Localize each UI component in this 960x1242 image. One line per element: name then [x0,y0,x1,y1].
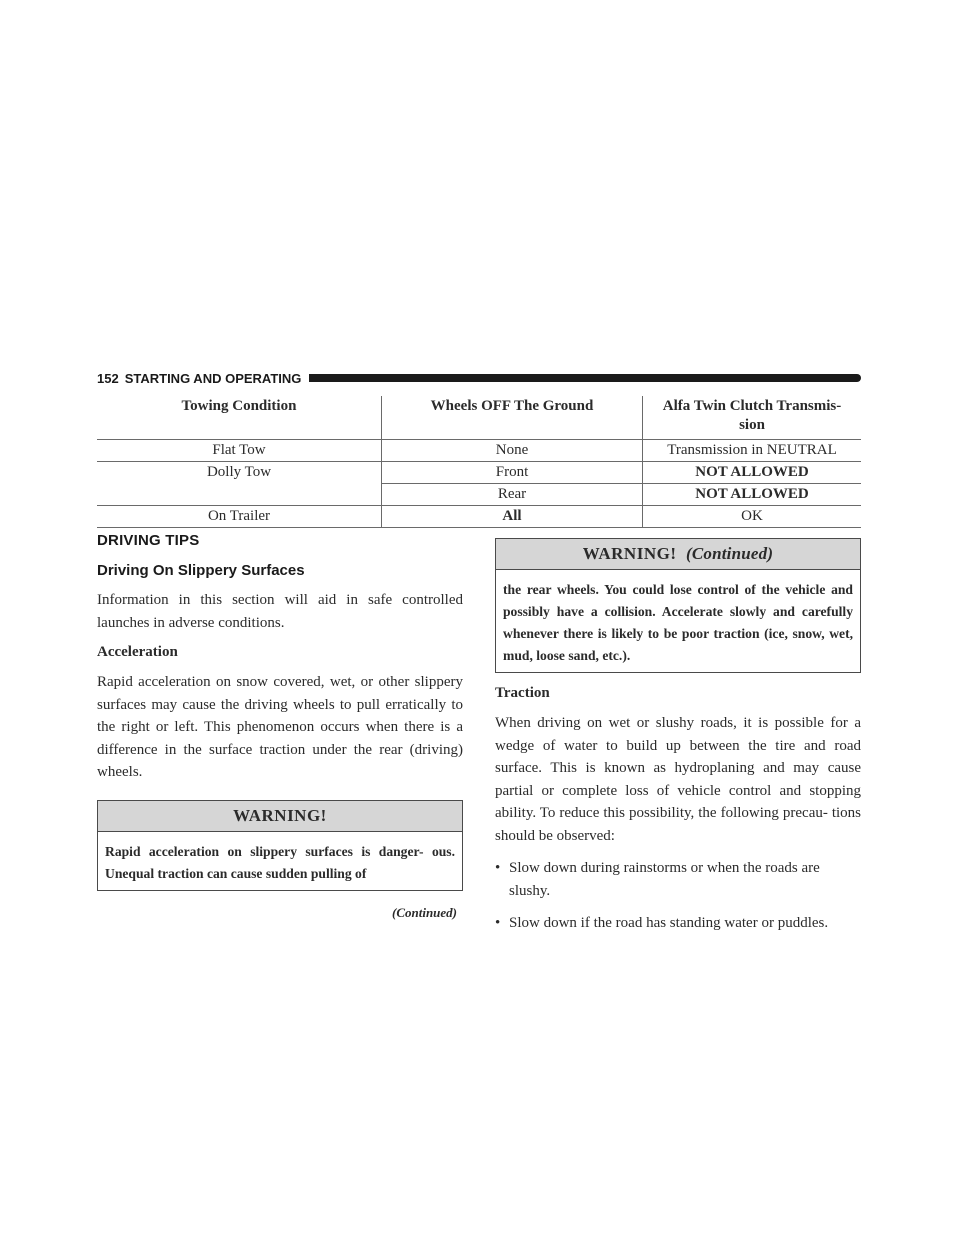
list-item [495,857,861,902]
warning-text: Rapid acceleration on slippery surfaces is danger- ous. Unequal traction can cause sudden pulling of [105,843,455,881]
table-cell: All [382,506,643,528]
list-item-text: Slow down if the road has standing water or puddles. [509,915,829,931]
table-row [97,440,861,462]
continued-note: (Continued) [391,904,457,920]
table-cell: NOT ALLOWED [643,462,862,484]
traction-paragraph: When driving on wet or slushy roads, it is possible for a wedge of water to build up between the tire and road surface. This is known as hydroplaning and may cause partial or complete loss of vehicle control and stopping ability. To reduce this possibility, the following precau- tions should be observed: [495,715,861,844]
table-row [97,462,861,484]
table-cell: Rear [382,484,643,506]
section-title: STARTING AND OPERATING [124,370,302,386]
header-rule [309,374,861,382]
column-header: Alfa Twin Clutch Transmis- sion [643,396,862,440]
warning-box [97,800,463,891]
intro-paragraph: Information in this section will aid in safe controlled launches in adverse conditions. [97,592,463,631]
column-header: Towing Condition [97,396,382,440]
warning-text: the rear wheels. You could lose control of the vehicle and possibly have a collision. Accelerate slowly and carefully whenever there is likely to be poor traction (ice, snow, wet, mud, loose sand, etc.). [503,582,853,663]
left-column [97,532,463,921]
section-heading: DRIVING TIPS [97,532,200,549]
table-cell: OK [643,506,862,528]
warning-title-text: WARNING! [582,544,677,563]
table-cell: Dolly Tow [97,462,382,484]
acceleration-paragraph: Rapid acceleration on snow covered, wet, or other slippery surfaces may cause the driving wheels to pull erratically to the right or left. This phenomenon occurs when there is a difference in the surface traction under the rear (driving) wheels. [97,674,463,780]
warning-box-continued [495,538,861,673]
subsection-heading: Driving On Slippery Surfaces [97,562,305,579]
table-header-row [97,396,861,440]
bullet-icon: • [495,915,501,931]
towing-table [97,396,861,528]
warning-title: WARNING! [98,801,462,832]
table-cell [97,484,382,506]
table-cell: On Trailer [97,506,382,528]
table-cell: Transmission in NEUTRAL [643,440,862,462]
table-cell: Flat Tow [97,440,382,462]
warning-title [496,539,860,570]
table-row [97,506,861,528]
table-cell: NOT ALLOWED [643,484,862,506]
warning-continued-label: (Continued) [686,544,774,563]
page-number: 152 [97,370,119,386]
table-cell: None [382,440,643,462]
page-header [97,369,861,387]
column-header: Wheels OFF The Ground [382,396,643,440]
table-row [97,484,861,506]
list-item [495,912,861,935]
bullet-icon: • [495,860,501,876]
table-cell: Front [382,462,643,484]
traction-heading: Traction [495,685,550,701]
acceleration-heading: Acceleration [97,644,178,660]
list-item-text: Slow down during rainstorms or when the roads are slushy. [509,860,820,899]
right-column [495,532,861,945]
